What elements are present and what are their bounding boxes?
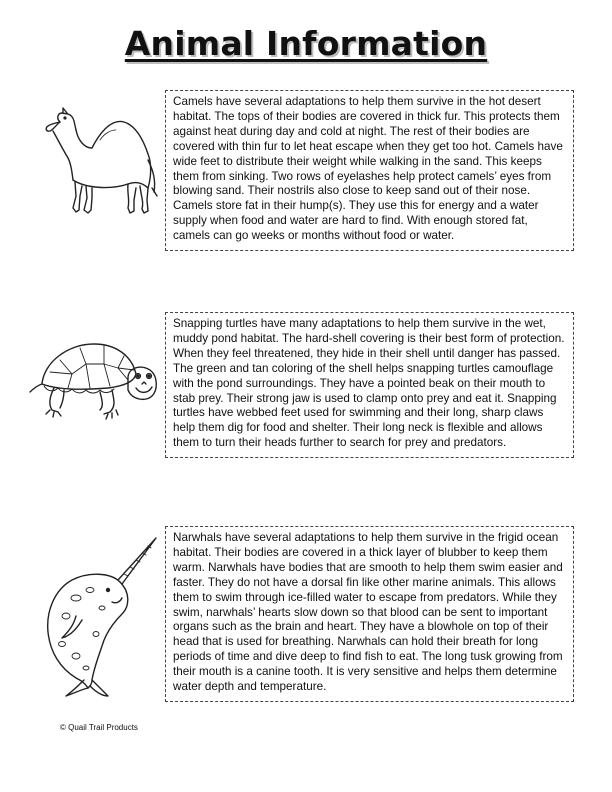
narwhal-info-text: Narwhals have several adaptations to help them survive in the frigid ocean habitat. Their bodies are covered in a thick layer of blubber to keep them warm. Narwhals have bodies that are smooth to help them swim easier and faster. They do not have a dorsal fin like other marine animals. This allows them to swim through ice-filled water to escape from predators. While they swim, narwhals’ hearts slow down so that blood can be sent to important organs such as the brain and heart. They have a blowhole on top of their head that is used for breathing. Narwhals can hold their breath for long periods of time and dive deep to find fish to eat. The long tusk growing from their mouth is a canine tooth. It is very sensitive and helps them determine water depth and temperature. [173,531,563,694]
snapping-turtle-info-text: Snapping turtles have many adaptations to help them survive in the wet, muddy pond habitat. The hard-shell covering is their best form of protection. When they feel threatened, they hide in their shell until danger has passed. The green and tan coloring of the shell helps snapping turtles camouflage with the pond surroundings. They have a pointed beak on their mouth to stab prey. Their strong jaw is used to clamp onto prey and eat it. Snapping turtles have webbed feet used for swimming and their long, sharp claws help them dig for food and shelter. Their long neck is flexible and allows them to turn their heads further to search for prey and predators. [173,317,565,450]
camel-info-box [165,90,574,251]
narwhal-info-box [165,526,574,702]
camel-info-text: Camels have several adaptations to help them survive in the hot desert habitat. The tops of their bodies are covered in thick fur. This protects them against heat during day and cold at night. The rest of their bodies are covered with thin fur to let heat escape when they get too hot. Camels have wide feet to distribute their weight while walking in the sand. This keeps them from sinking. Two rows of eyelashes help protect camels’ eyes from blowing sand. Their nostrils also close to keep sand out of their nose. Camels store fat in their hump(s). They use this for energy and a water supply when food and water are hard to find. With enough stored fat, camels can go weeks or months without food or water. [173,95,563,243]
camel-illustration [40,100,162,218]
snapping-turtle-info-box [165,312,574,458]
page-title: Animal Information [124,24,488,63]
narwhal-illustration [36,532,164,700]
snapping-turtle-illustration [28,330,164,430]
copyright-footer: © Quail Trail Products [60,723,138,732]
